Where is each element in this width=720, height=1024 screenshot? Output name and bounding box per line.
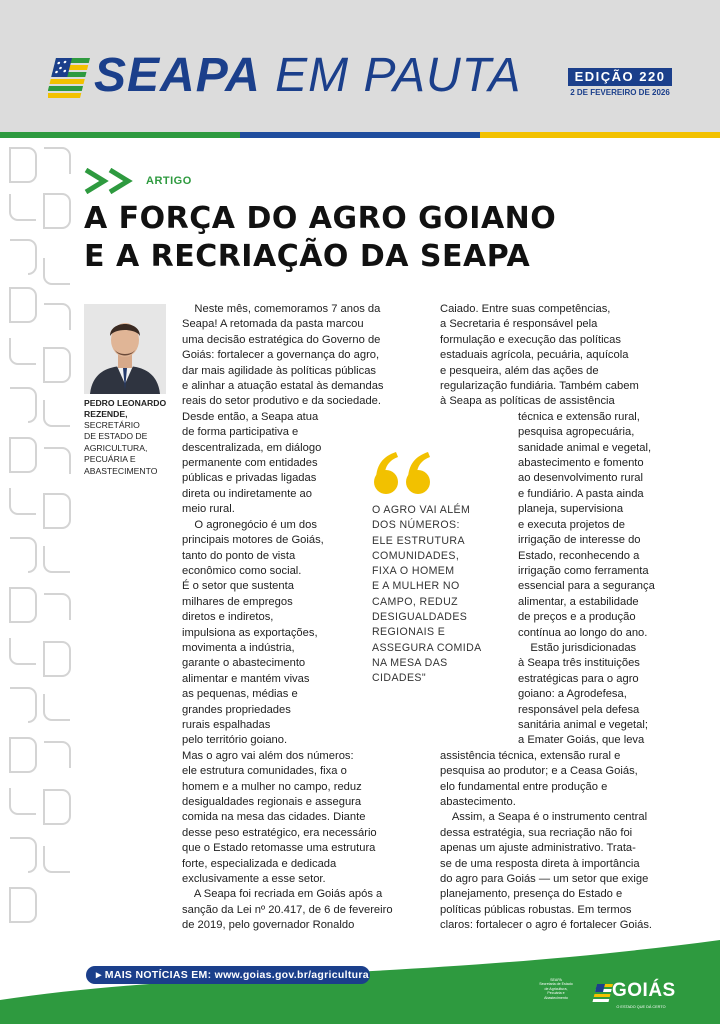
author-name [84,398,174,420]
quote-line: REGIONAIS E [372,626,446,639]
seapa-small-logo-line: Pecuária e [547,991,565,996]
seapa-small-logo-line: SEAPA [550,978,562,982]
quote-line: ASSEGURA COMIDA [372,641,482,654]
paragraph-line: do agro para Goiás — um setor que exige [440,873,649,886]
paragraph-line: abastecimento e fomento [518,457,644,470]
paragraph-line: econômico como social. [182,564,302,577]
paragraph-line: que o Estado retomasse uma estrutura [182,842,376,855]
paragraph-line: Assim, a Seapa é o instrumento central [440,811,648,824]
paragraph-line: ele estrutura comunidades, fixa o [182,765,347,778]
paragraph-line: apenas um ajuste administrativo. Trata- [440,842,636,855]
paragraph-line: A Seapa foi recriada em Goiás após a [182,888,383,901]
pull-quote [372,503,492,687]
paragraph-line: dar mais agilidade às políticas públicas [182,364,377,377]
brand-light: EM PAUTA [275,49,522,102]
brand-bold: SEAPA [94,49,261,102]
paragraph-line: Seapa! A retomada da pasta marcou [182,318,364,331]
author-role-line: PECUÁRIA E [84,454,136,465]
author-role-line: SECRETÁRIO [84,420,140,430]
seapa-small-logo-line: Secretaria de Estado [539,982,573,987]
more-news-link[interactable]: ▸ MAIS NOTÍCIAS EM: www.goias.gov.br/agricultura [86,966,370,984]
paragraph-line: garante o abastecimento [182,657,306,670]
paragraph-line: irrigação como ferramenta [518,564,649,577]
paragraph-line: desigualdades regionais e assegura [182,796,362,808]
paragraph-line: uma decisão estratégica do Governo de [182,333,381,346]
paragraph-line: É o setor que sustenta [182,580,294,593]
paragraph-line: pesquisa ao produtor; e a Ceasa Goiás, [440,765,638,778]
edition-badge: EDIÇÃO 220 [568,68,672,86]
seapa-small-logo-line: de Agricultura, [544,986,568,991]
goias-logo-text: GOIÁS [612,980,676,1001]
paragraph-line: sanção da Lei nº 20.417, de 6 de fevereiro [182,903,393,916]
paragraph-line: exclusivamente a esse setor. [182,873,326,886]
paragraph-line: estaduais agrícola, pecuária, aquícola [440,349,629,362]
paragraph-line: elo fundamental entre produção e [440,780,608,793]
paragraph-line: comida na mesa das cidades. Diante [182,811,366,824]
paragraph-line: irrigação de interesse do [518,534,641,547]
paragraph-line: meio rural. [182,503,235,516]
paragraph-line: descentralizada, em diálogo [182,441,322,454]
quote-line: DOS NÚMEROS: [372,519,460,532]
paragraph-line: O agronegócio é um dos [182,518,317,531]
paragraph-line: planejamento, presença do Estado e [440,888,623,901]
paragraph-line: pelo território goiano. [182,734,288,747]
quote-line: CIDADES" [372,672,427,685]
quote-line: CAMPO, REDUZ [372,595,459,608]
paragraph-line: tanto do ponto de vista [182,549,296,562]
paragraph-line: responsável pela defesa [518,703,640,716]
paragraph-line: movimenta a indústria, [182,641,295,654]
quote-line: COMUNIDADES, [372,549,460,562]
quote-line: DESIGUALDADES [372,611,468,624]
author-role-line: DE ESTADO DE [84,431,148,442]
paragraph-line: políticas públicas robustas. Em termos [440,903,632,916]
paragraph-line: regularização fundiária. Também cabem [440,380,639,393]
article-title [84,200,644,276]
paragraph-line: Estado, reconhecendo a [518,549,640,562]
paragraph-line: ao desenvolvimento rural [518,472,643,485]
author-role [84,420,176,477]
seapa-small-logo [538,978,574,1006]
paragraph-line: goiano: a Agrodefesa, [518,688,627,701]
paragraph-line: contínua ao longo do ano. [518,626,648,639]
section-label: ARTIGO [146,175,192,187]
paragraph-line: Goiás: fortalecer a governança do agro, [182,349,380,362]
paragraph-line: de 2019, pelo governador Ronaldo [182,919,355,932]
paragraph-line: sanitária animal e vegetal; [518,718,648,731]
author-photo [84,304,166,394]
paragraph-line: permanente com entidades [182,457,318,470]
author-name-line: REZENDE, [84,409,128,419]
paragraph-line: formulação e execução das políticas [440,333,621,346]
title-line: A FORÇA DO AGRO GOIANO [84,201,557,236]
paragraph-line: impulsiona as exportações, [182,626,318,639]
paragraph-line: planeja, supervisiona [518,503,624,516]
goias-flag-icon [48,58,90,98]
paragraph-line: forte, especializada e dedicada [182,857,337,870]
decorative-pattern [0,138,76,938]
quote-line: O AGRO VAI ALÉM [372,504,471,516]
paragraph-line: claros: fortalecer o agro é fortalecer Goiás. [440,919,653,932]
quote-line: FIXA O HOMEM [372,565,455,578]
paragraph-line: dessa estratégia, sua recriação não foi [440,826,633,839]
stripe-blue [240,132,480,138]
paragraph-line: principais motores de Goiás, [182,534,324,547]
quote-line: E A MULHER NO [372,580,460,593]
paragraph-line: sanidade animal e vegetal, [518,441,652,454]
paragraph-line: e fundiário. A pasta ainda [518,487,644,500]
paragraph-line: à Seapa as políticas de assistência [440,395,615,408]
paragraph-line: técnica e extensão rural, [518,410,640,423]
paragraph-line: milhares de empregos [182,595,293,608]
paragraph-line: e executa projetos de [518,518,625,531]
stripe-yellow [480,132,720,138]
paragraph-line: alimentar, a estabilidade [518,595,639,608]
paragraph-line: grandes propriedades [182,703,291,716]
paragraph-line: públicas e privadas ligadas [182,472,317,485]
paragraph-line: de forma participativa e [182,426,299,439]
paragraph-line: diretos e indiretos, [182,611,274,624]
paragraph-line: e pesqueira, além das ações de [440,364,599,377]
paragraph-line: desse peso estratégico, era necessário [182,826,377,839]
author-role-line: ABASTECIMENTO [84,465,158,476]
paragraph-line: Neste mês, comemoramos 7 anos da [182,303,381,315]
quote-line: ELE ESTRUTURA [372,534,465,547]
paragraph-line: estratégicas para o agro [518,672,639,685]
paragraph-line: Caiado. Entre suas competências, [440,303,611,315]
title-line: E A RECRIAÇÃO DA SEAPA [84,239,531,274]
paragraph-line: abastecimento. [440,796,516,808]
paragraph-line: Estão jurisdicionadas [518,641,637,654]
paragraph-line: de preços e a produção [518,611,636,624]
paragraph-line: reais do setor produtivo e da sociedade. [182,395,382,408]
paragraph-line: direta ou indiretamente ao [182,487,312,500]
paragraph-line: e alinhar a atuação estatal às demandas [182,380,384,393]
paragraph-line: rurais espalhadas [182,718,271,731]
paragraph-line: à Seapa três instituições [518,657,640,670]
paragraph-line: essencial para a segurança [518,580,655,593]
quote-line: NA MESA DAS [372,656,448,669]
author-name-line: PEDRO LEONARDO [84,398,167,408]
paragraph-line: alimentar e mantém vivas [182,672,310,685]
goias-slogan: O ESTADO QUE DÁ CERTO [616,1005,666,1009]
edition-date: 2 DE FEVEREIRO DE 2026 [570,88,670,97]
paragraph-line: a Secretaria é responsável pela [440,318,598,331]
paragraph-line: as pequenas, médias e [182,688,298,701]
paragraph-line: se de uma resposta direta à importância [440,857,640,870]
author-role-line: AGRICULTURA, [84,442,148,453]
paragraph-line: pesquisa agropecuária, [518,426,635,439]
double-chevron-icon [84,168,140,194]
paragraph-line: Mas o agro vai além dos números: [182,749,354,762]
quote-mark-icon [372,450,436,498]
seapa-small-logo-line: Abastecimento [544,995,568,1000]
paragraph-line: homem e a mulher no campo, reduz [182,780,362,793]
paragraph-line: a Emater Goiás, que leva [518,734,645,747]
masthead-title [94,50,521,102]
paragraph-line: assistência técnica, extensão rural e [440,749,621,762]
paragraph-line: Desde então, a Seapa atua [182,410,319,423]
